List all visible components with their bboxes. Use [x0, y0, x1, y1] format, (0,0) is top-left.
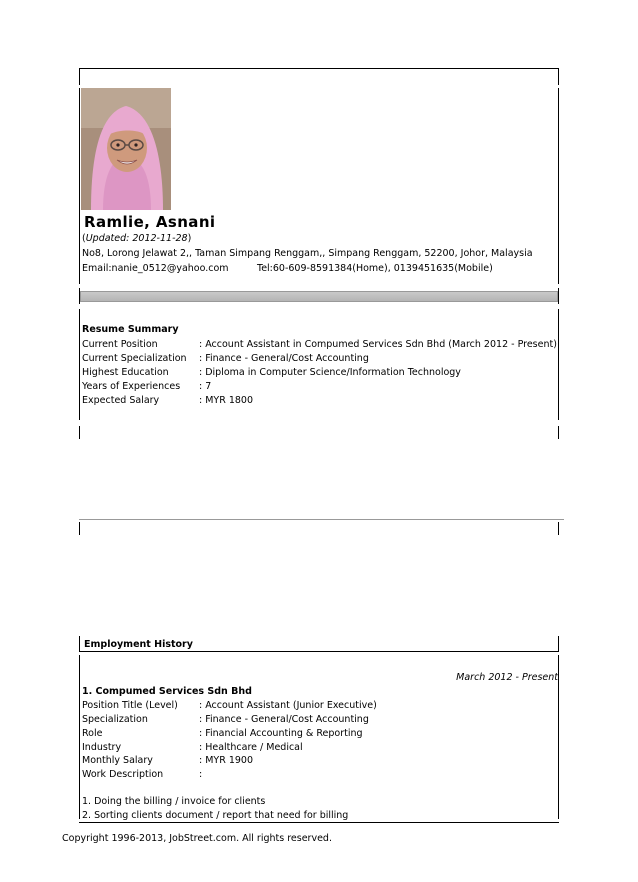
summary-value: : MYR 1800	[199, 395, 254, 406]
employment-history-heading: Employment History	[84, 639, 193, 650]
job-label: Work Description	[82, 769, 164, 780]
right-edge	[558, 288, 559, 304]
job-value: : Finance - General/Cost Accounting	[199, 714, 369, 725]
job-label: Industry	[82, 742, 122, 753]
candidate-name: Ramlie, Asnani	[84, 213, 216, 231]
job-label: Specialization	[82, 714, 148, 725]
address: No8, Lorong Jelawat 2,, Taman Simpang Renggam,, Simpang Renggam, 52200, Johor, Malaysia	[82, 248, 533, 259]
employment-period: March 2012 - Present	[456, 672, 558, 683]
summary-label: Current Position	[82, 339, 158, 350]
job-row	[82, 769, 202, 781]
right-edge	[558, 636, 559, 651]
left-edge	[79, 522, 80, 535]
left-edge	[79, 309, 80, 420]
left-edge	[79, 68, 80, 85]
left-edge	[79, 636, 80, 651]
job-row	[82, 755, 253, 767]
right-edge	[558, 68, 559, 85]
email: Email:nanie_0512@yahoo.com	[82, 263, 229, 274]
summary-label: Highest Education	[82, 367, 169, 378]
portrait-image	[81, 88, 171, 210]
right-edge	[558, 655, 559, 819]
duty-item: 2. Sorting clients document / report that need for billing	[82, 810, 349, 821]
summary-row	[82, 395, 253, 407]
right-edge	[558, 426, 559, 439]
page-divider	[79, 519, 564, 520]
summary-label: Current Specialization	[82, 353, 187, 364]
job-row	[82, 742, 303, 754]
job-label: Monthly Salary	[82, 755, 153, 766]
profile-photo	[81, 88, 171, 210]
summary-value: : Account Assistant in Compumed Services Sdn Bhd (March 2012 - Present)	[199, 339, 557, 350]
duty-item: 1. Doing the billing / invoice for clients	[82, 796, 266, 807]
job-label: Role	[82, 728, 103, 739]
summary-row	[82, 339, 557, 351]
job-value: : MYR 1900	[199, 755, 254, 766]
summary-value: : Diploma in Computer Science/Information Technology	[199, 367, 461, 378]
left-edge	[79, 426, 80, 439]
job-label: Position Title (Level)	[82, 700, 178, 711]
job-value: : Account Assistant (Junior Executive)	[199, 700, 377, 711]
summary-value: : 7	[199, 381, 212, 392]
left-edge	[79, 88, 80, 284]
job-value: : Healthcare / Medical	[199, 742, 303, 753]
right-edge	[558, 88, 559, 284]
phone: Tel:60-609-8591384(Home), 0139451635(Mobile)	[257, 263, 493, 274]
right-edge	[558, 522, 559, 535]
resume-summary-heading: Resume Summary	[82, 324, 179, 335]
right-edge	[558, 309, 559, 420]
left-edge	[79, 655, 80, 819]
summary-label: Expected Salary	[82, 395, 160, 406]
summary-row	[82, 367, 461, 379]
job-row	[82, 728, 363, 740]
job-row	[82, 714, 369, 726]
copyright-footer: Copyright 1996-2013, JobStreet.com. All rights reserved.	[62, 833, 332, 844]
top-border	[79, 68, 559, 69]
summary-row	[82, 381, 211, 393]
summary-label: Years of Experiences	[82, 381, 181, 392]
bottom-border	[79, 822, 559, 823]
summary-row	[82, 353, 369, 365]
heading-underline	[79, 651, 559, 652]
company-name: 1. Compumed Services Sdn Bhd	[82, 686, 252, 697]
summary-value: : Finance - General/Cost Accounting	[199, 353, 369, 364]
job-value: :	[199, 769, 203, 780]
updated-line: (Updated: 2012-11-28)	[82, 233, 192, 244]
section-separator-bar	[80, 291, 558, 302]
job-row	[82, 700, 377, 712]
job-value: : Financial Accounting & Reporting	[199, 728, 363, 739]
